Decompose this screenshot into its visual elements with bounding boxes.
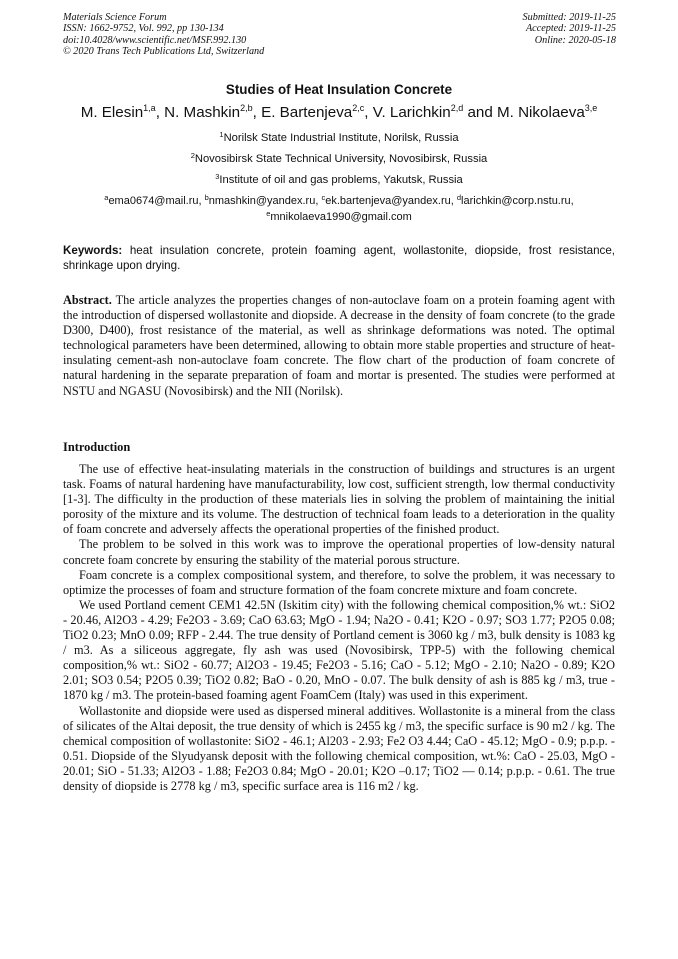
author-affiliation-mark: 1,a	[143, 103, 156, 113]
affiliation-mark: 2	[190, 151, 195, 160]
abstract-text: The article analyzes the properties changes of non-autoclave foam on a protein foaming agent with the introduction of dispersed wollastonite and diopside. A decrease in the density of foam concrete (to the grade D300, D400), frost resistance of the material, as well as shrinkage deformations was noted. The optimal technological parameters have been determined, allowing to obtain more stable properties and structure of heat-insulating cement-ash non-autoclave foam concrete. The flow chart of the production of foam concrete of natural hardening in the separate preparation of foam and mortar is presented. The studies were performed at NSTU and NGASU (Novosibirsk) and the NII (Norilsk).	[63, 293, 615, 398]
email-mark: a	[104, 193, 109, 202]
author-separator: ,	[364, 104, 373, 121]
abstract	[63, 293, 615, 399]
author-name: M. Elesin	[80, 104, 144, 121]
email-mark: d	[456, 193, 462, 202]
body-paragraph: Wollastonite and diopside were used as dispersed mineral additives. Wollastonite is a mineral from the class of silicates of the Altai deposit, the true density of which is 2455 kg / m3, the specific surface is 90 m2 / kg. The chemical composition of wollastonite: SiO2 - 46.1; Al203 - 2.93; Fe2 O3 4.44; CaO - 45.12; MgO - 0.9; p.p.p. - 0.51. Diopside of the Slyudyansk deposit with the following chemical composition, wt.%: CaO - 25.03, MgO - 20.01; SiO - 51.33; Al2O3 - 1.88; Fe2O3 0.84; MgO - 20.01; K2O –0.17; TiO2 — 0.14; p.p.p. - 0.61. The true density of diopside is 2778 kg / m3, specific surface area is 116 m2 / kg.	[63, 703, 615, 793]
journal-copyright: © 2020 Trans Tech Publications Ltd, Switzerland	[63, 46, 265, 58]
paper-title: Studies of Heat Insulation Concrete	[225, 82, 453, 97]
author-list	[63, 104, 615, 121]
body-paragraph: The use of effective heat-insulating materials in the construction of buildings and structures is an urgent task. Foams of natural hardening have manufacturability, low cost, sufficient strength, low thermal conductivity [1-3]. The difficulty in the production of these materials lies in solving the problem of maintaining the initial porosity of the mixture and its volume. The destruction of technical foam leads to a deterioration in the quality of foam concrete and adversely affects the operational properties of the finished product.	[63, 462, 615, 537]
section-heading-introduction: Introduction	[63, 440, 131, 454]
keywords-label: Keywords:	[63, 244, 123, 257]
email-mark: e	[266, 209, 271, 218]
journal-doi[interactable]: doi:10.4028/www.scientific.net/MSF.992.130	[63, 34, 247, 46]
journal-issn: ISSN: 1662-9752, Vol. 992, pp 130-134	[63, 23, 224, 35]
online-date: Online: 2020-05-18	[534, 34, 616, 46]
submitted-date: Submitted: 2019-11-25	[522, 12, 616, 23]
affiliation-text: Institute of oil and gas problems, Yakutsk, Russia	[219, 174, 463, 186]
email-mark: c	[321, 193, 326, 202]
email-link[interactable]: ek.bartenjeva@yandex.ru	[325, 195, 451, 207]
affiliation-1	[0, 132, 678, 144]
author-separator: ,	[252, 104, 262, 121]
email-mark: b	[204, 193, 209, 202]
author-name: N. Mashkin	[164, 104, 241, 121]
email-link[interactable]: mnikolaeva1990@gmail.com	[270, 211, 412, 223]
author-emails: $^a$ema0674@mail.ru, $^b$nmashkin@yandex.ru, $^c$ek.bartenjeva@yandex.ru, $^d$larichkin@corp.nstu.ru, $^e$mnikolaeva1990@gmail.com	[104, 193, 574, 223]
email-link[interactable]: larichkin@corp.nstu.ru	[461, 195, 571, 207]
author-affiliation-mark: 3,e	[584, 103, 598, 113]
keywords	[63, 243, 615, 273]
affiliation-text: Novosibirsk State Technical University, Novosibirsk, Russia	[194, 153, 488, 165]
email-link[interactable]: nmashkin@yandex.ru	[208, 195, 316, 207]
author-separator: ,	[155, 104, 165, 121]
author-affiliation-mark: 2,c	[352, 103, 365, 113]
author-affiliation-mark: 2,b	[240, 103, 253, 113]
author-name: M. Nikolaeva	[497, 104, 585, 121]
journal-name: Materials Science Forum	[63, 12, 167, 23]
author-affiliation-mark: 2,d	[450, 103, 464, 113]
journal-info	[63, 12, 264, 58]
introduction-body	[63, 462, 615, 794]
submission-dates	[523, 12, 616, 46]
affiliation-3	[0, 174, 678, 186]
body-paragraph: The problem to be solved in this work was to improve the operational properties of low-density natural concrete foam concrete by ensuring the stability of the material porous structure.	[63, 537, 615, 567]
affiliation-2	[0, 153, 678, 165]
author-conjunction: and	[463, 104, 497, 121]
accepted-date: Accepted: 2019-11-25	[525, 23, 616, 35]
affiliation-mark: 1	[219, 130, 224, 139]
abstract-label: Abstract.	[63, 293, 112, 307]
email-link[interactable]: ema0674@mail.ru	[108, 195, 199, 207]
affiliation-mark: 3	[215, 172, 220, 181]
author-name: V. Larichkin	[372, 104, 451, 121]
author-name: E. Bartenjeva	[261, 104, 353, 121]
keywords-text: heat insulation concrete, protein foaming agent, wollastonite, diopside, frost resistance, shrinkage upon drying.	[63, 244, 615, 272]
body-paragraph: Foam concrete is a complex compositional system, and therefore, to solve the problem, it was necessary to optimize the processes of foam and structure formation of the foam concrete mixture and foam concrete.	[63, 567, 615, 597]
affiliation-text: Norilsk State Industrial Institute, Norilsk, Russia	[223, 132, 459, 144]
body-paragraph: We used Portland cement CEM1 42.5N (Iskitim city) with the following chemical composition,% wt.: SiO2 - 20.46, Al2O3 - 4.29; Fe2O3 - 3.69; CaO 63.63; MgO - 1.94; Na2O - 0.41; K2O - 0.97; SO3 1.77; P2O5 0.08; TiO2 0.23; MnO 0.09; RFP - 2.44. The true density of Portland cement is 3060 kg / m3, bulk density is 1083 kg / m3. As a siliceous aggregate, fly ash was used (Novosibirsk, TPP-5) with the following chemical composition,% wt.: SiO2 - 60.77; Al2O3 - 19.45; Fe2O3 - 5.16; CaO - 5.12; MgO - 2.10; Na2O - 0.89; K2O 2.01; SO3 0.54; P2O5 0.39; TiO2 0.82; BaO - 0.20, MnO - 0.07. The bulk density of ash is 885 kg / m3, true - 1870 kg / m3. The protein-based foaming agent FoamCem (Italy) was used in this experiment.	[63, 597, 615, 703]
